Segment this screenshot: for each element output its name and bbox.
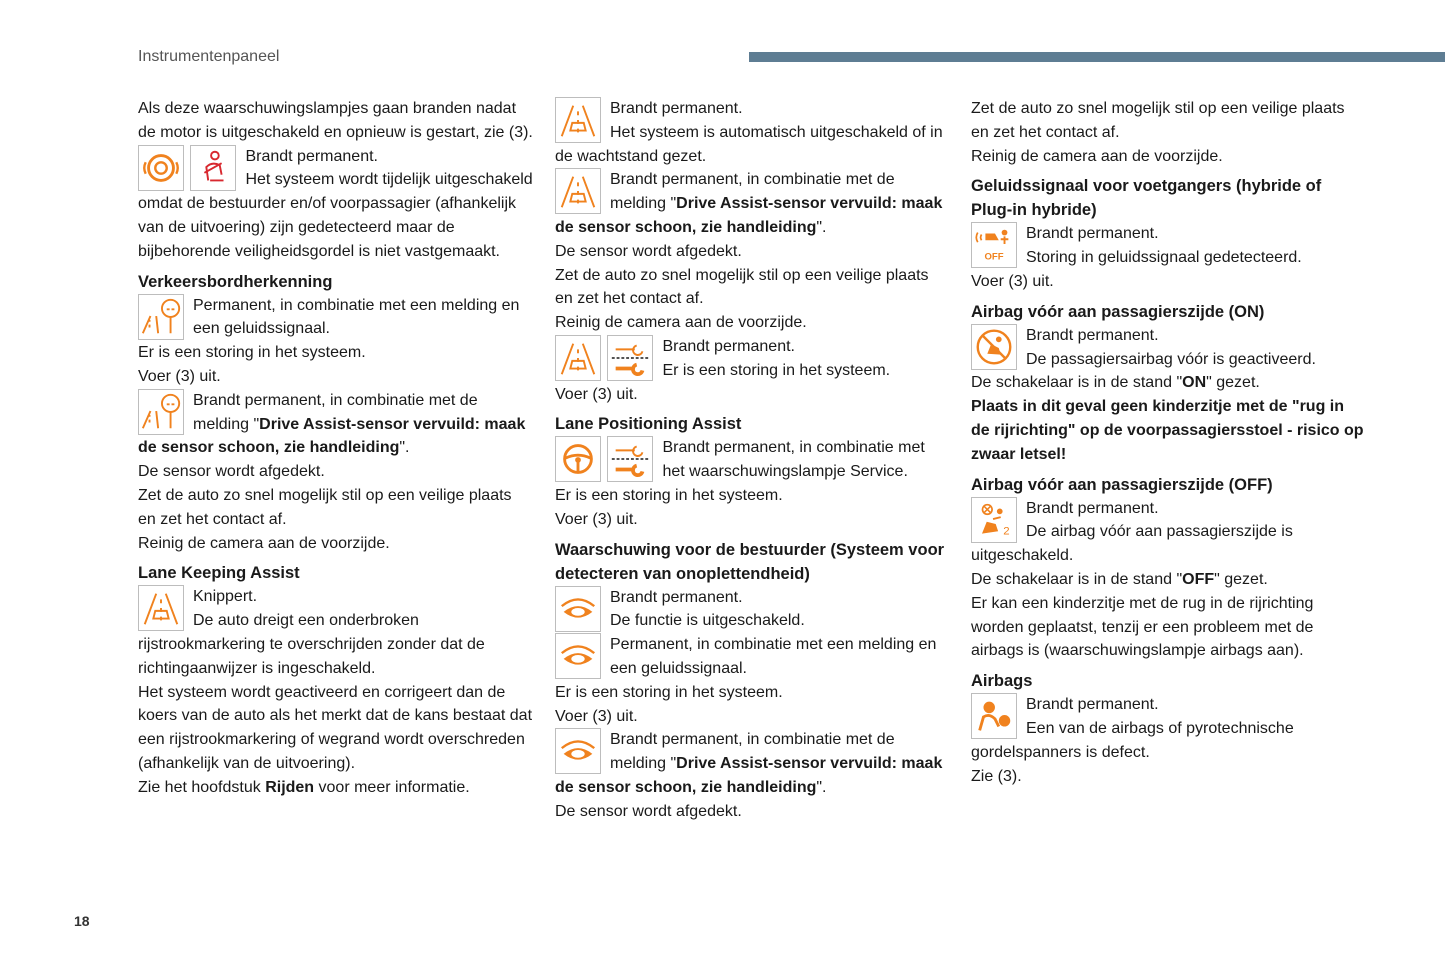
- service-wrench-icon: [607, 436, 653, 482]
- passenger-number-2: 2: [1003, 524, 1010, 537]
- text-line: De sensor wordt afgedekt.: [555, 242, 742, 260]
- text-line: Voer (3) uit.: [138, 367, 221, 385]
- steering-wheel-icon: [555, 436, 601, 482]
- text-line: Permanent, in combinatie met een melding en een geluidssignaal.: [193, 296, 520, 338]
- steering-assist-icon: [138, 145, 184, 191]
- text-line: Brandt permanent.: [1026, 499, 1159, 517]
- bold-message: Drive Assist-sensor vervuild: maak de sensor schoon, zie handleiding: [138, 415, 526, 457]
- airbag-icon: [971, 693, 1017, 739]
- entry-lane-keeping: [138, 585, 533, 799]
- text-line: Brandt permanent.: [245, 147, 378, 165]
- seatbelt-icon: [190, 145, 236, 191]
- text-line: De passagiersairbag vóór is geactiveerd.: [1026, 350, 1316, 368]
- text-fragment: voor meer informatie.: [314, 778, 470, 796]
- chapter-reference: Rijden: [265, 778, 315, 796]
- entry-seatbelt: [138, 145, 533, 264]
- icon-group: [555, 728, 603, 774]
- icon-group: [555, 633, 603, 679]
- text-line: De sensor wordt afgedekt.: [138, 463, 325, 481]
- text-line: Er is een storing in het systeem.: [662, 361, 891, 379]
- text-line: Storing in geluidssignaal gedetecteerd.: [1026, 249, 1302, 267]
- icon-group: [138, 389, 186, 435]
- header-accent-bar: [749, 52, 1445, 62]
- text-line: [971, 568, 1366, 592]
- text-line: Reinig de camera aan de voorzijde.: [138, 534, 390, 552]
- traffic-sign-recognition-icon: [138, 389, 184, 435]
- text-line: Zet de auto zo snel mogelijk stil op een veilige plaats en zet het contact af.: [971, 100, 1345, 141]
- warning-text: [971, 395, 1366, 466]
- entry-airbag-off: [971, 497, 1366, 664]
- icon-group: [555, 586, 603, 632]
- switch-position: OFF: [1182, 570, 1215, 588]
- column-3: [971, 97, 1366, 788]
- text-fragment: " gezet.: [1214, 570, 1268, 588]
- traffic-sign-recognition-icon: [138, 294, 184, 340]
- text-line: [971, 371, 1366, 395]
- text-line: De sensor wordt afgedekt.: [555, 802, 742, 820]
- text-line: [555, 168, 950, 239]
- text-line: Voer (3) uit.: [555, 510, 638, 528]
- lane-keeping-icon: [555, 168, 601, 214]
- text-fragment: ".: [816, 778, 827, 796]
- entry-airbags: [971, 693, 1366, 788]
- entry-traffic-sign-sensor-dirty: [138, 389, 533, 556]
- text-fragment: Brandt permanent, in combinatie met de melding ": [610, 731, 895, 773]
- text-fragment: " gezet.: [1206, 374, 1260, 392]
- text-line: Voer (3) uit.: [555, 385, 638, 403]
- entry-airbag-on: [971, 324, 1366, 467]
- bold-warning: Plaats in dit geval geen kinderzitje met de "rug in de rijrichting" op de voorpassagiersstoel - risico op zwaar letsel!: [971, 398, 1364, 463]
- text-line: Het systeem is automatisch uitgeschakeld of in de wachtstand gezet.: [555, 123, 943, 165]
- text-line: Er kan een kinderzitje met de rug in de rijrichting worden geplaatst, tenzij er een probleem met de airbags is (waarschuwingslampje airbags aan).: [971, 594, 1314, 660]
- text-fragment: Zie het hoofdstuk: [138, 778, 266, 796]
- text-line: [138, 776, 533, 800]
- text-line: Brandt permanent.: [610, 100, 743, 117]
- section-heading: Lane Keeping Assist: [138, 564, 300, 583]
- text-line: [138, 389, 533, 460]
- entry-traffic-sign-fault: [138, 294, 533, 389]
- section-heading: Geluidssignaal voor voetgangers (hybride of Plug-in hybride): [971, 177, 1322, 220]
- text-fragment: Brandt permanent, in combinatie met de melding ": [193, 391, 478, 433]
- text-line: Permanent, in combinatie met een melding en een geluidssignaal.: [610, 636, 937, 677]
- text-line: Een van de airbags of pyrotechnische gordelspanners is defect.: [971, 719, 1294, 761]
- text-fragment: Brandt permanent, in combinatie met de melding ": [610, 171, 895, 213]
- child-seat-prohibited-icon: [971, 324, 1017, 370]
- text-line: Brandt permanent, in combinatie met het waarschuwingslampje Service.: [662, 439, 925, 481]
- section-heading: Airbag vóór aan passagierszijde (ON): [971, 302, 1265, 321]
- icon-group: [971, 693, 1019, 739]
- icon-group: [555, 97, 603, 143]
- text-line: Zet de auto zo snel mogelijk stil op een veilige plaats en zet het contact af.: [555, 266, 929, 308]
- page-number: 18: [74, 913, 90, 929]
- icon-group: [138, 145, 238, 191]
- section-heading: Airbags: [971, 672, 1033, 691]
- entry-pedestrian-sound: [971, 222, 1366, 293]
- text-line: Het systeem wordt geactiveerd en corrigeert dan de koers van de auto als het merkt dat de kans bestaat dat een rijstrookmarkering of wegrand wordt overschreden (afhankelijk van de uitvoering).: [138, 683, 533, 772]
- pedestrian-sound-off-icon: [971, 222, 1017, 268]
- text-line: Brandt permanent.: [1026, 696, 1159, 714]
- text-line: Reinig de camera aan de voorzijde.: [555, 314, 807, 332]
- text-line: Er is een storing in het systeem.: [555, 683, 783, 701]
- icon-group: [138, 294, 186, 340]
- section-heading: Airbag vóór aan passagierszijde (OFF): [971, 475, 1273, 494]
- lane-keeping-icon: [555, 97, 601, 143]
- header-title: Instrumentenpaneel: [138, 48, 280, 65]
- entry-driver-fault: [555, 633, 950, 728]
- entry-lane-sensor-dirty: [555, 168, 950, 335]
- icon-group: [971, 497, 1019, 543]
- text-fragment: De schakelaar is in de stand ": [971, 570, 1183, 588]
- bold-message: Drive Assist-sensor vervuild: maak de sensor schoon, zie handleiding: [555, 755, 943, 796]
- entry-lane-service-fault: [555, 335, 950, 406]
- text-line: Er is een storing in het systeem.: [138, 344, 366, 362]
- driver-attention-icon: [555, 633, 601, 679]
- text-line: Brandt permanent.: [662, 337, 795, 355]
- text-line: [555, 728, 950, 799]
- off-label: OFF: [984, 251, 1004, 263]
- lane-keeping-icon: [555, 335, 601, 381]
- bold-message: Drive Assist-sensor vervuild: maak de sensor schoon, zie handleiding: [555, 195, 943, 236]
- text-fragment: ".: [399, 439, 410, 457]
- text-line: De airbag vóór aan passagierszijde is uitgeschakeld.: [971, 523, 1293, 565]
- icon-group: [555, 436, 655, 482]
- text-line: Brandt permanent.: [1026, 326, 1159, 344]
- icon-group: [555, 168, 603, 214]
- text-line: Voer (3) uit.: [555, 707, 638, 725]
- column-1: [138, 97, 533, 800]
- text-line: Er is een storing in het systeem.: [555, 486, 783, 504]
- entry-lane-standby: [555, 97, 950, 168]
- text-line: Zie (3).: [971, 767, 1022, 785]
- icon-group: [971, 324, 1019, 370]
- text-line: De auto dreigt een onderbroken rijstrookmarkering te overschrijden zonder dat de richtingaanwijzer is ingeschakeld.: [138, 612, 485, 677]
- entry-driver-sensor-dirty: [555, 728, 950, 823]
- driver-attention-icon: [555, 586, 601, 632]
- text-line: Voer (3) uit.: [971, 272, 1054, 290]
- text-line: Zet de auto zo snel mogelijk stil op een veilige plaats en zet het contact af.: [138, 486, 512, 528]
- driver-attention-icon: [555, 728, 601, 774]
- icon-group: [555, 335, 655, 381]
- airbag-off-icon: [971, 497, 1017, 543]
- text-line: Brandt permanent.: [1026, 225, 1159, 243]
- text-line: Knippert.: [193, 588, 258, 606]
- text-line: Brandt permanent.: [610, 588, 743, 606]
- intro-text: Als deze waarschuwingslampjes gaan branden nadat de motor is uitgeschakeld en opnieuw is gestart, zie (3).: [138, 100, 533, 141]
- text-line: Reinig de camera aan de voorzijde.: [971, 147, 1223, 165]
- section-heading: Verkeersbordherkenning: [138, 272, 333, 291]
- section-heading: Waarschuwing voor de bestuurder (Systeem voor detecteren van onoplettendheid): [555, 540, 945, 583]
- service-wrench-icon: [607, 335, 653, 381]
- switch-position: ON: [1182, 374, 1207, 392]
- text-line: Het systeem wordt tijdelijk uitgeschakeld omdat de bestuurder en/of voorpassagier (afhankelijk van de uitvoering) zijn gedetecteerd maar de bijbehorende veiligheidsgordel is niet vastgemaakt.: [138, 171, 533, 260]
- section-heading: Lane Positioning Assist: [555, 415, 742, 434]
- icon-group: [138, 585, 186, 631]
- column-2: [555, 97, 950, 824]
- text-fragment: ".: [816, 218, 827, 236]
- icon-group: [971, 222, 1019, 268]
- entry-driver-off: [555, 586, 950, 634]
- entry-lane-positioning: [555, 436, 950, 531]
- lane-keeping-icon: [138, 585, 184, 631]
- text-fragment: De schakelaar is in de stand ": [971, 374, 1183, 392]
- text-line: De functie is uitgeschakeld.: [610, 612, 805, 630]
